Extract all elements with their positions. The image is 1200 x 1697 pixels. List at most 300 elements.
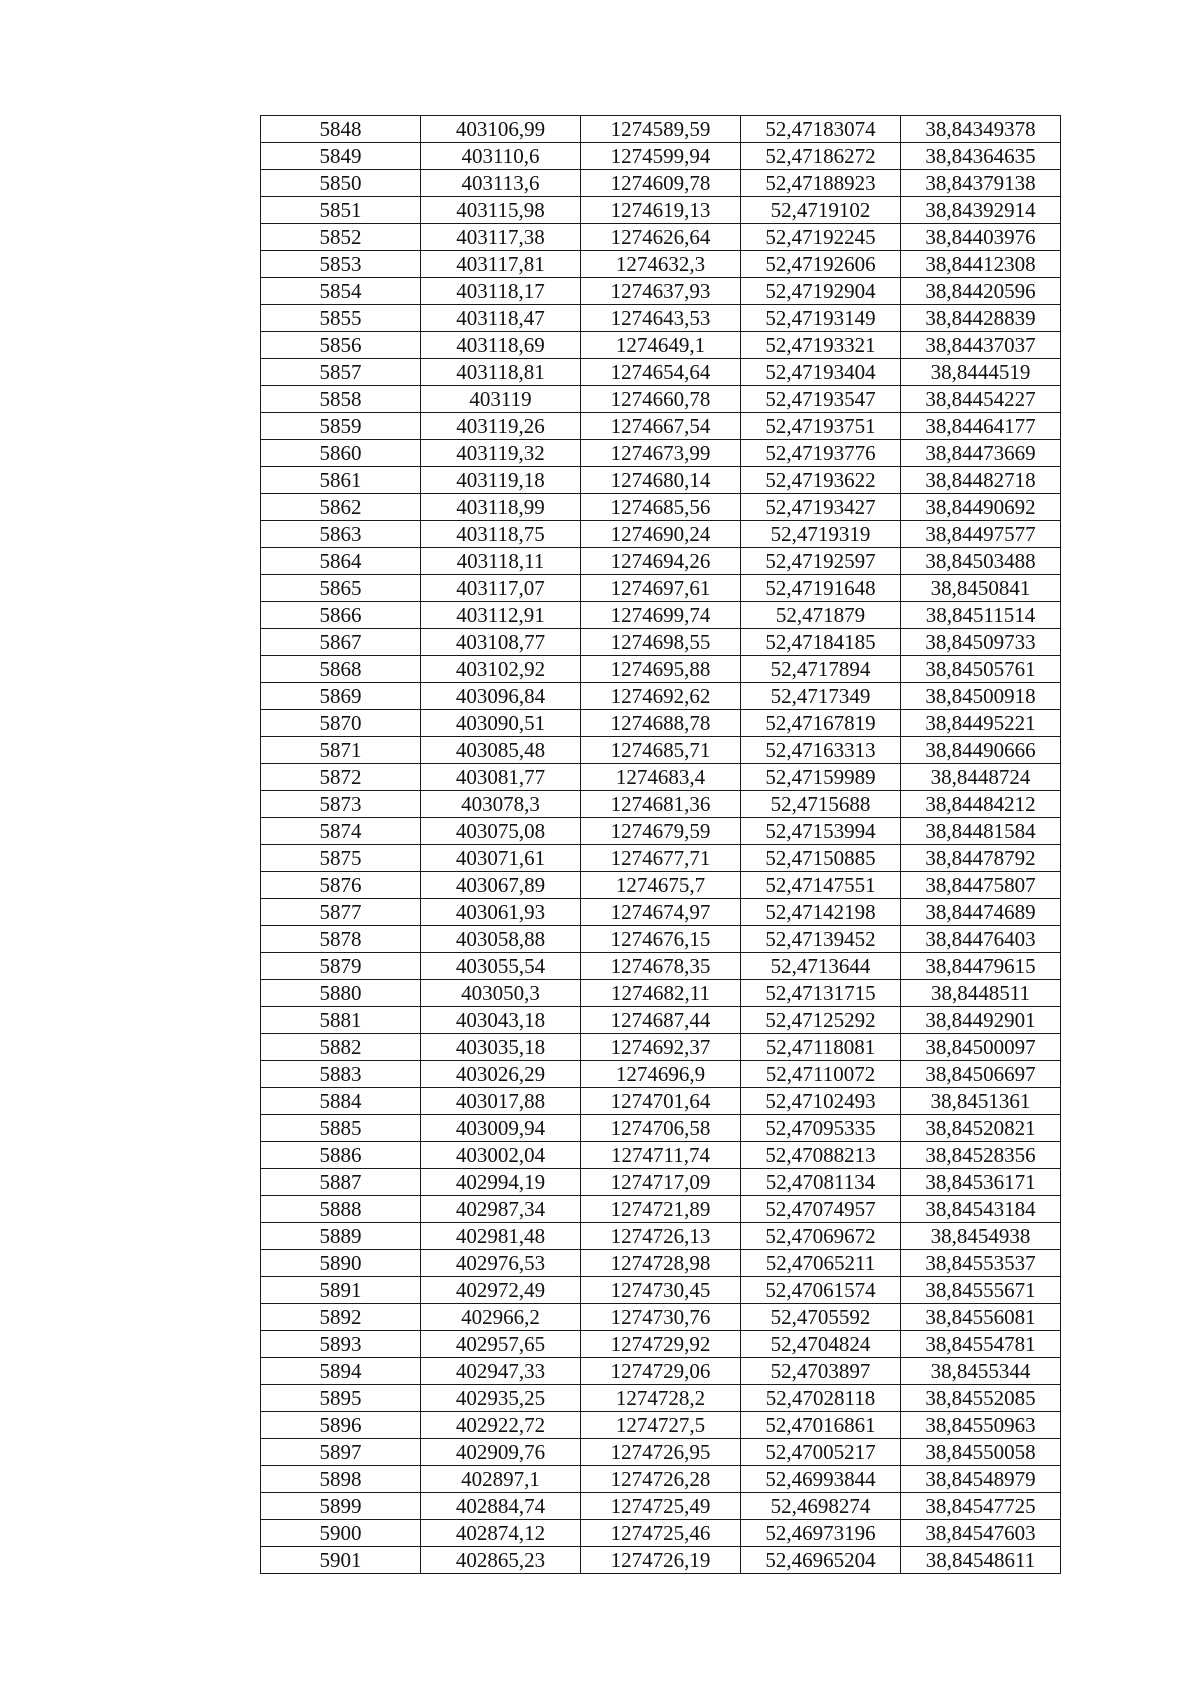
table-row [261, 1223, 1061, 1250]
latitude-cell: 52,47159989 [741, 764, 901, 791]
point-number-cell: 5897 [261, 1439, 421, 1466]
x-coordinate-cell: 402935,25 [421, 1385, 581, 1412]
y-coordinate-cell: 1274599,94 [581, 143, 741, 170]
y-coordinate-cell: 1274729,92 [581, 1331, 741, 1358]
longitude-cell: 38,84412308 [901, 251, 1061, 278]
longitude-cell: 38,84490692 [901, 494, 1061, 521]
x-coordinate-cell: 403061,93 [421, 899, 581, 926]
point-number-cell: 5873 [261, 791, 421, 818]
longitude-cell: 38,84503488 [901, 548, 1061, 575]
point-number-cell: 5887 [261, 1169, 421, 1196]
x-coordinate-cell: 403112,91 [421, 602, 581, 629]
longitude-cell: 38,84428839 [901, 305, 1061, 332]
table-row [261, 359, 1061, 386]
point-number-cell: 5881 [261, 1007, 421, 1034]
table-row [261, 1196, 1061, 1223]
table-row [261, 1547, 1061, 1574]
x-coordinate-cell: 402966,2 [421, 1304, 581, 1331]
table-row [261, 521, 1061, 548]
longitude-cell: 38,84505761 [901, 656, 1061, 683]
latitude-cell: 52,47192245 [741, 224, 901, 251]
point-number-cell: 5858 [261, 386, 421, 413]
y-coordinate-cell: 1274697,61 [581, 575, 741, 602]
longitude-cell: 38,84473669 [901, 440, 1061, 467]
x-coordinate-cell: 403117,07 [421, 575, 581, 602]
y-coordinate-cell: 1274696,9 [581, 1061, 741, 1088]
table-row [261, 1277, 1061, 1304]
point-number-cell: 5885 [261, 1115, 421, 1142]
x-coordinate-cell: 403117,38 [421, 224, 581, 251]
x-coordinate-cell: 403081,77 [421, 764, 581, 791]
latitude-cell: 52,47016861 [741, 1412, 901, 1439]
point-number-cell: 5862 [261, 494, 421, 521]
y-coordinate-cell: 1274675,7 [581, 872, 741, 899]
y-coordinate-cell: 1274728,98 [581, 1250, 741, 1277]
longitude-cell: 38,84392914 [901, 197, 1061, 224]
latitude-cell: 52,47192597 [741, 548, 901, 575]
y-coordinate-cell: 1274729,06 [581, 1358, 741, 1385]
longitude-cell: 38,84364635 [901, 143, 1061, 170]
point-number-cell: 5865 [261, 575, 421, 602]
longitude-cell: 38,84543184 [901, 1196, 1061, 1223]
point-number-cell: 5889 [261, 1223, 421, 1250]
y-coordinate-cell: 1274728,2 [581, 1385, 741, 1412]
point-number-cell: 5886 [261, 1142, 421, 1169]
table-row [261, 575, 1061, 602]
latitude-cell: 52,47193427 [741, 494, 901, 521]
latitude-cell: 52,47069672 [741, 1223, 901, 1250]
x-coordinate-cell: 402994,19 [421, 1169, 581, 1196]
point-number-cell: 5871 [261, 737, 421, 764]
latitude-cell: 52,4698274 [741, 1493, 901, 1520]
latitude-cell: 52,47147551 [741, 872, 901, 899]
x-coordinate-cell: 403102,92 [421, 656, 581, 683]
y-coordinate-cell: 1274632,3 [581, 251, 741, 278]
table-row [261, 1061, 1061, 1088]
table-row [261, 143, 1061, 170]
longitude-cell: 38,84492901 [901, 1007, 1061, 1034]
longitude-cell: 38,8444519 [901, 359, 1061, 386]
table-row [261, 1385, 1061, 1412]
longitude-cell: 38,84552085 [901, 1385, 1061, 1412]
latitude-cell: 52,47193751 [741, 413, 901, 440]
latitude-cell: 52,47142198 [741, 899, 901, 926]
y-coordinate-cell: 1274692,62 [581, 683, 741, 710]
table-row [261, 1412, 1061, 1439]
longitude-cell: 38,84490666 [901, 737, 1061, 764]
longitude-cell: 38,8450841 [901, 575, 1061, 602]
table-row [261, 1007, 1061, 1034]
x-coordinate-cell: 403110,6 [421, 143, 581, 170]
point-number-cell: 5880 [261, 980, 421, 1007]
table-row [261, 737, 1061, 764]
latitude-cell: 52,47005217 [741, 1439, 901, 1466]
latitude-cell: 52,47193404 [741, 359, 901, 386]
table-row [261, 953, 1061, 980]
latitude-cell: 52,47188923 [741, 170, 901, 197]
x-coordinate-cell: 403118,75 [421, 521, 581, 548]
y-coordinate-cell: 1274649,1 [581, 332, 741, 359]
longitude-cell: 38,84550963 [901, 1412, 1061, 1439]
table-row [261, 1520, 1061, 1547]
x-coordinate-cell: 403096,84 [421, 683, 581, 710]
latitude-cell: 52,47028118 [741, 1385, 901, 1412]
x-coordinate-cell: 402957,65 [421, 1331, 581, 1358]
latitude-cell: 52,47118081 [741, 1034, 901, 1061]
longitude-cell: 38,84548979 [901, 1466, 1061, 1493]
x-coordinate-cell: 403043,18 [421, 1007, 581, 1034]
point-number-cell: 5898 [261, 1466, 421, 1493]
y-coordinate-cell: 1274692,37 [581, 1034, 741, 1061]
latitude-cell: 52,471879 [741, 602, 901, 629]
latitude-cell: 52,47081134 [741, 1169, 901, 1196]
latitude-cell: 52,47102493 [741, 1088, 901, 1115]
longitude-cell: 38,84349378 [901, 116, 1061, 143]
point-number-cell: 5878 [261, 926, 421, 953]
y-coordinate-cell: 1274687,44 [581, 1007, 741, 1034]
longitude-cell: 38,84478792 [901, 845, 1061, 872]
y-coordinate-cell: 1274678,35 [581, 953, 741, 980]
longitude-cell: 38,84479615 [901, 953, 1061, 980]
latitude-cell: 52,4719102 [741, 197, 901, 224]
table-row [261, 278, 1061, 305]
longitude-cell: 38,84437037 [901, 332, 1061, 359]
longitude-cell: 38,84547603 [901, 1520, 1061, 1547]
table-row [261, 1331, 1061, 1358]
table-row [261, 1034, 1061, 1061]
longitude-cell: 38,84484212 [901, 791, 1061, 818]
point-number-cell: 5864 [261, 548, 421, 575]
table-row [261, 332, 1061, 359]
longitude-cell: 38,8455344 [901, 1358, 1061, 1385]
table-row [261, 305, 1061, 332]
table-row [261, 170, 1061, 197]
y-coordinate-cell: 1274726,19 [581, 1547, 741, 1574]
y-coordinate-cell: 1274619,13 [581, 197, 741, 224]
longitude-cell: 38,8451361 [901, 1088, 1061, 1115]
y-coordinate-cell: 1274681,36 [581, 791, 741, 818]
table-row [261, 818, 1061, 845]
longitude-cell: 38,84495221 [901, 710, 1061, 737]
latitude-cell: 52,47193149 [741, 305, 901, 332]
y-coordinate-cell: 1274667,54 [581, 413, 741, 440]
x-coordinate-cell: 403017,88 [421, 1088, 581, 1115]
coordinates-table [260, 115, 1061, 1574]
point-number-cell: 5863 [261, 521, 421, 548]
latitude-cell: 52,47061574 [741, 1277, 901, 1304]
table-body [261, 116, 1061, 1574]
point-number-cell: 5849 [261, 143, 421, 170]
x-coordinate-cell: 403106,99 [421, 116, 581, 143]
latitude-cell: 52,47192904 [741, 278, 901, 305]
table-row [261, 467, 1061, 494]
latitude-cell: 52,4719319 [741, 521, 901, 548]
x-coordinate-cell: 403119 [421, 386, 581, 413]
y-coordinate-cell: 1274730,45 [581, 1277, 741, 1304]
y-coordinate-cell: 1274690,24 [581, 521, 741, 548]
longitude-cell: 38,84506697 [901, 1061, 1061, 1088]
point-number-cell: 5882 [261, 1034, 421, 1061]
latitude-cell: 52,47139452 [741, 926, 901, 953]
point-number-cell: 5899 [261, 1493, 421, 1520]
x-coordinate-cell: 403118,17 [421, 278, 581, 305]
table-row [261, 791, 1061, 818]
longitude-cell: 38,84554781 [901, 1331, 1061, 1358]
x-coordinate-cell: 403118,69 [421, 332, 581, 359]
y-coordinate-cell: 1274680,14 [581, 467, 741, 494]
point-number-cell: 5868 [261, 656, 421, 683]
x-coordinate-cell: 403071,61 [421, 845, 581, 872]
x-coordinate-cell: 403118,11 [421, 548, 581, 575]
latitude-cell: 52,47184185 [741, 629, 901, 656]
y-coordinate-cell: 1274726,28 [581, 1466, 741, 1493]
x-coordinate-cell: 403118,47 [421, 305, 581, 332]
x-coordinate-cell: 403117,81 [421, 251, 581, 278]
longitude-cell: 38,84500097 [901, 1034, 1061, 1061]
longitude-cell: 38,84520821 [901, 1115, 1061, 1142]
point-number-cell: 5861 [261, 467, 421, 494]
x-coordinate-cell: 403119,32 [421, 440, 581, 467]
table-row [261, 1493, 1061, 1520]
table-row [261, 224, 1061, 251]
longitude-cell: 38,84555671 [901, 1277, 1061, 1304]
point-number-cell: 5870 [261, 710, 421, 737]
point-number-cell: 5854 [261, 278, 421, 305]
point-number-cell: 5888 [261, 1196, 421, 1223]
table-row [261, 197, 1061, 224]
y-coordinate-cell: 1274717,09 [581, 1169, 741, 1196]
longitude-cell: 38,84556081 [901, 1304, 1061, 1331]
y-coordinate-cell: 1274685,56 [581, 494, 741, 521]
y-coordinate-cell: 1274673,99 [581, 440, 741, 467]
y-coordinate-cell: 1274609,78 [581, 170, 741, 197]
point-number-cell: 5852 [261, 224, 421, 251]
x-coordinate-cell: 402972,49 [421, 1277, 581, 1304]
y-coordinate-cell: 1274674,97 [581, 899, 741, 926]
point-number-cell: 5869 [261, 683, 421, 710]
longitude-cell: 38,84553537 [901, 1250, 1061, 1277]
point-number-cell: 5900 [261, 1520, 421, 1547]
x-coordinate-cell: 403026,29 [421, 1061, 581, 1088]
y-coordinate-cell: 1274730,76 [581, 1304, 741, 1331]
point-number-cell: 5848 [261, 116, 421, 143]
latitude-cell: 52,47186272 [741, 143, 901, 170]
x-coordinate-cell: 403118,99 [421, 494, 581, 521]
x-coordinate-cell: 403009,94 [421, 1115, 581, 1142]
y-coordinate-cell: 1274698,55 [581, 629, 741, 656]
y-coordinate-cell: 1274589,59 [581, 116, 741, 143]
y-coordinate-cell: 1274683,4 [581, 764, 741, 791]
longitude-cell: 38,84536171 [901, 1169, 1061, 1196]
table-row [261, 683, 1061, 710]
table-row [261, 1466, 1061, 1493]
y-coordinate-cell: 1274725,46 [581, 1520, 741, 1547]
latitude-cell: 52,47131715 [741, 980, 901, 1007]
point-number-cell: 5883 [261, 1061, 421, 1088]
latitude-cell: 52,47191648 [741, 575, 901, 602]
x-coordinate-cell: 402909,76 [421, 1439, 581, 1466]
table-row [261, 980, 1061, 1007]
table-row [261, 926, 1061, 953]
latitude-cell: 52,4717349 [741, 683, 901, 710]
table-row [261, 764, 1061, 791]
latitude-cell: 52,47150885 [741, 845, 901, 872]
latitude-cell: 52,4704824 [741, 1331, 901, 1358]
point-number-cell: 5879 [261, 953, 421, 980]
table-row [261, 413, 1061, 440]
table-row [261, 1142, 1061, 1169]
latitude-cell: 52,46965204 [741, 1547, 901, 1574]
y-coordinate-cell: 1274660,78 [581, 386, 741, 413]
x-coordinate-cell: 402922,72 [421, 1412, 581, 1439]
y-coordinate-cell: 1274725,49 [581, 1493, 741, 1520]
point-number-cell: 5853 [261, 251, 421, 278]
longitude-cell: 38,84454227 [901, 386, 1061, 413]
x-coordinate-cell: 403075,08 [421, 818, 581, 845]
x-coordinate-cell: 403119,26 [421, 413, 581, 440]
latitude-cell: 52,47167819 [741, 710, 901, 737]
y-coordinate-cell: 1274643,53 [581, 305, 741, 332]
table-row [261, 602, 1061, 629]
table-row [261, 1088, 1061, 1115]
longitude-cell: 38,8448511 [901, 980, 1061, 1007]
y-coordinate-cell: 1274677,71 [581, 845, 741, 872]
point-number-cell: 5891 [261, 1277, 421, 1304]
y-coordinate-cell: 1274711,74 [581, 1142, 741, 1169]
latitude-cell: 52,47163313 [741, 737, 901, 764]
longitude-cell: 38,84547725 [901, 1493, 1061, 1520]
x-coordinate-cell: 402884,74 [421, 1493, 581, 1520]
longitude-cell: 38,84476403 [901, 926, 1061, 953]
longitude-cell: 38,84464177 [901, 413, 1061, 440]
x-coordinate-cell: 403090,51 [421, 710, 581, 737]
longitude-cell: 38,8448724 [901, 764, 1061, 791]
latitude-cell: 52,47125292 [741, 1007, 901, 1034]
y-coordinate-cell: 1274688,78 [581, 710, 741, 737]
point-number-cell: 5872 [261, 764, 421, 791]
longitude-cell: 38,84511514 [901, 602, 1061, 629]
latitude-cell: 52,46993844 [741, 1466, 901, 1493]
latitude-cell: 52,47183074 [741, 116, 901, 143]
longitude-cell: 38,84475807 [901, 872, 1061, 899]
table-row [261, 629, 1061, 656]
latitude-cell: 52,47088213 [741, 1142, 901, 1169]
y-coordinate-cell: 1274694,26 [581, 548, 741, 575]
point-number-cell: 5855 [261, 305, 421, 332]
point-number-cell: 5884 [261, 1088, 421, 1115]
table-row [261, 548, 1061, 575]
table-row [261, 1115, 1061, 1142]
y-coordinate-cell: 1274699,74 [581, 602, 741, 629]
x-coordinate-cell: 402874,12 [421, 1520, 581, 1547]
latitude-cell: 52,47193622 [741, 467, 901, 494]
latitude-cell: 52,47193547 [741, 386, 901, 413]
latitude-cell: 52,4705592 [741, 1304, 901, 1331]
y-coordinate-cell: 1274637,93 [581, 278, 741, 305]
point-number-cell: 5860 [261, 440, 421, 467]
latitude-cell: 52,47065211 [741, 1250, 901, 1277]
table-row [261, 1304, 1061, 1331]
table-row [261, 116, 1061, 143]
point-number-cell: 5894 [261, 1358, 421, 1385]
longitude-cell: 38,84482718 [901, 467, 1061, 494]
x-coordinate-cell: 403058,88 [421, 926, 581, 953]
latitude-cell: 52,47110072 [741, 1061, 901, 1088]
point-number-cell: 5874 [261, 818, 421, 845]
point-number-cell: 5857 [261, 359, 421, 386]
y-coordinate-cell: 1274654,64 [581, 359, 741, 386]
x-coordinate-cell: 403002,04 [421, 1142, 581, 1169]
x-coordinate-cell: 402987,34 [421, 1196, 581, 1223]
y-coordinate-cell: 1274726,13 [581, 1223, 741, 1250]
longitude-cell: 38,84481584 [901, 818, 1061, 845]
y-coordinate-cell: 1274726,95 [581, 1439, 741, 1466]
table-row [261, 899, 1061, 926]
x-coordinate-cell: 402865,23 [421, 1547, 581, 1574]
point-number-cell: 5901 [261, 1547, 421, 1574]
longitude-cell: 38,84403976 [901, 224, 1061, 251]
table-row [261, 1439, 1061, 1466]
latitude-cell: 52,47095335 [741, 1115, 901, 1142]
point-number-cell: 5892 [261, 1304, 421, 1331]
y-coordinate-cell: 1274626,64 [581, 224, 741, 251]
latitude-cell: 52,4713644 [741, 953, 901, 980]
x-coordinate-cell: 403108,77 [421, 629, 581, 656]
table-row [261, 872, 1061, 899]
point-number-cell: 5893 [261, 1331, 421, 1358]
table-row [261, 656, 1061, 683]
point-number-cell: 5859 [261, 413, 421, 440]
table-row [261, 845, 1061, 872]
table-row [261, 386, 1061, 413]
longitude-cell: 38,84550058 [901, 1439, 1061, 1466]
longitude-cell: 38,84497577 [901, 521, 1061, 548]
table-row [261, 251, 1061, 278]
x-coordinate-cell: 403113,6 [421, 170, 581, 197]
x-coordinate-cell: 403035,18 [421, 1034, 581, 1061]
table-row [261, 1358, 1061, 1385]
table-row [261, 440, 1061, 467]
y-coordinate-cell: 1274701,64 [581, 1088, 741, 1115]
y-coordinate-cell: 1274721,89 [581, 1196, 741, 1223]
y-coordinate-cell: 1274679,59 [581, 818, 741, 845]
y-coordinate-cell: 1274706,58 [581, 1115, 741, 1142]
point-number-cell: 5877 [261, 899, 421, 926]
x-coordinate-cell: 403118,81 [421, 359, 581, 386]
latitude-cell: 52,47153994 [741, 818, 901, 845]
point-number-cell: 5851 [261, 197, 421, 224]
longitude-cell: 38,84420596 [901, 278, 1061, 305]
longitude-cell: 38,84474689 [901, 899, 1061, 926]
x-coordinate-cell: 402947,33 [421, 1358, 581, 1385]
x-coordinate-cell: 403078,3 [421, 791, 581, 818]
point-number-cell: 5867 [261, 629, 421, 656]
x-coordinate-cell: 403055,54 [421, 953, 581, 980]
latitude-cell: 52,4717894 [741, 656, 901, 683]
longitude-cell: 38,84548611 [901, 1547, 1061, 1574]
x-coordinate-cell: 402981,48 [421, 1223, 581, 1250]
latitude-cell: 52,47193776 [741, 440, 901, 467]
point-number-cell: 5850 [261, 170, 421, 197]
x-coordinate-cell: 403119,18 [421, 467, 581, 494]
x-coordinate-cell: 403085,48 [421, 737, 581, 764]
latitude-cell: 52,4703897 [741, 1358, 901, 1385]
x-coordinate-cell: 402897,1 [421, 1466, 581, 1493]
longitude-cell: 38,84379138 [901, 170, 1061, 197]
point-number-cell: 5875 [261, 845, 421, 872]
latitude-cell: 52,47192606 [741, 251, 901, 278]
table-row [261, 710, 1061, 737]
